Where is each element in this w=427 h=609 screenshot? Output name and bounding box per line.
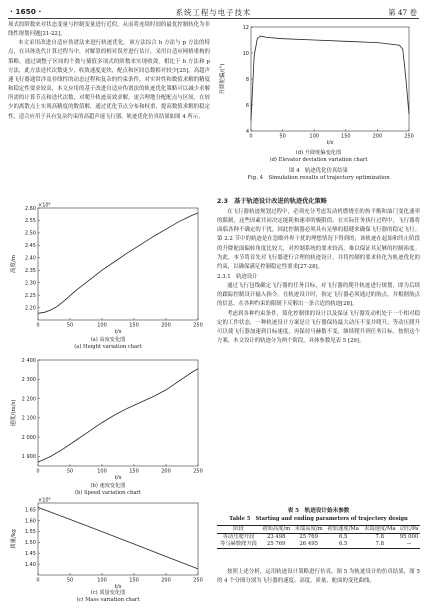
table-cell: 25 769 xyxy=(299,534,318,540)
parameter-table xyxy=(217,525,420,549)
journal-name: 系统工程与电子技术 xyxy=(175,8,252,17)
caption-panel-c xyxy=(8,590,208,604)
table-header-cell: 末端高度/m xyxy=(292,526,324,534)
paragraph: 通过飞行包线确定飞行器的任务目标，对飞行器的爬升轨迹进行规划，即为后续的跟踪控制设计输入指令。在轨迹设计时，指定飞行器必须通过的航点，并根据航点的信息，在各种约束的限制下反解出一条合适的轨迹[28]。 xyxy=(217,283,420,308)
series-line xyxy=(38,369,198,462)
table-title-en: Table 5 Starting and ending parameters of trajectory design xyxy=(229,515,408,522)
mass-chart xyxy=(8,497,208,589)
x-tick-label: 250 xyxy=(193,468,203,475)
y-tick-label: 2.20 xyxy=(24,305,36,312)
x-tick-label: 100 xyxy=(97,577,107,584)
y-tick-label: 2 100 xyxy=(21,415,36,422)
caption-en: (b) Speed variation chart xyxy=(74,490,142,496)
table-row xyxy=(217,534,420,542)
caption-en: (a) Height variation chart xyxy=(74,344,142,350)
x-tick-label: 50 xyxy=(66,322,74,329)
subsection-heading: 2.3.1 轨迹设计 xyxy=(217,274,258,281)
x-tick-label: 200 xyxy=(161,468,171,475)
x-axis-label: t/s xyxy=(114,475,122,481)
paragraph: 本文采用改进自适应伪谱法来进行轨迹优化。该方法综合 h 方法与 p 方法的特点，在具体迭代计算过程当中，对解算的相对误差进行估计，采用自适应网格重构的策略，通过调整子区间的个数与插值多项式的阶数来实现收敛。相比于 h 方法和 p 方法，此方法迭代次数更少，收敛速度更快，配点和区间总数相对较少[25]。高超声速飞行器通常涉及非线性的动态过程和复杂的约束条件，对实时性和数值求解的精度和稳定性要求较高，本文应用的基于改进自适应伪谱法的轨迹优化策略可以减少求解所需的计算节点和迭代次数，对爬升轨迹高效求解，更合理地分配配点与区间，在较少的离散点上实现高精度的数值解，通过优化节点分布和权重，提高数值求解的稳定性，适合应用于具有复杂约束的高超声速飞行器。轨迹优化仿真结果如图 4 所示。 xyxy=(8,40,210,120)
table-cell: 23 498 xyxy=(266,534,286,540)
x-tick-label: 50 xyxy=(66,468,74,475)
table-header-cell: 初始高度/m xyxy=(260,526,292,534)
y-tick-label: 10 xyxy=(242,50,249,57)
caption-panel-b xyxy=(8,483,208,497)
table-cell: — xyxy=(398,541,420,549)
y-tick-label: 1.65 xyxy=(24,507,36,514)
header-rule xyxy=(8,18,419,19)
x-tick-label: 250 xyxy=(193,577,203,584)
y-tick-label: 1.45 xyxy=(24,550,36,557)
caption-cn: (d) 升降舵偏变化图 xyxy=(295,150,342,156)
y-axis-label: 升降舵偏/(°) xyxy=(220,63,226,95)
x-tick-label: 200 xyxy=(372,133,383,140)
x-axis-label: t/s xyxy=(114,584,122,589)
x-tick-label: 0 xyxy=(36,322,40,329)
x-tick-label: 50 xyxy=(279,133,286,140)
y-tick-label: 2.55 xyxy=(24,218,36,225)
y-tick-label: 2.50 xyxy=(24,230,36,237)
closing-text xyxy=(217,568,420,586)
table-cell: 6.5 xyxy=(325,541,362,549)
y-tick-label: 6 xyxy=(245,102,249,109)
figure-caption-cn: 图 4 轨迹优化仿真结果 xyxy=(288,168,349,174)
table-cell: 7.8 xyxy=(375,534,384,540)
table-title-cn: 表 5 轨迹设计始末参数 xyxy=(287,508,350,514)
table-cell: 7.8 xyxy=(361,541,398,549)
x-tick-label: 200 xyxy=(161,577,171,584)
caption-cn: (c) 质量变化图 xyxy=(90,590,126,596)
figure-caption-en: Fig. 4 Simulation results of trajectory optimization xyxy=(247,175,390,181)
y-tick-label: 1.55 xyxy=(24,529,36,536)
paragraph: 项式的阶数来对状态变量与控制变量进行近似，从而将连续时间的最优控制转化为非线性规划问题[21-22]。 xyxy=(8,22,210,38)
x-tick-label: 150 xyxy=(129,322,139,329)
running-header xyxy=(8,5,419,19)
y-tick-label: 12 xyxy=(242,24,249,31)
x-tick-label: 250 xyxy=(404,133,414,140)
table-row xyxy=(217,541,420,549)
x-tick-label: 250 xyxy=(193,322,203,329)
table-cell: 25 769 xyxy=(260,541,292,549)
speed-chart xyxy=(8,352,208,482)
y-tick-label: 2.30 xyxy=(24,280,36,287)
paragraph: 考虑到各种约束条件，简化控制律的设计以及保证飞行器发动机处于一个相对稳定的工作状态，一种轨迹设计方案是让飞行器保持最大动压不变并爬升，等动压爬升可以使飞行器加速到目标速度，再保持马赫数不变，继续爬升到任务目标。按照这个方案，本文设计的轨迹分为两个阶段，具体参数见表 5 [29]。 xyxy=(217,310,420,345)
height-chart xyxy=(8,198,208,336)
y-tick-label: 2 400 xyxy=(21,357,36,364)
y-tick-label: 1.60 xyxy=(24,518,36,525)
y-tick-label: 2.35 xyxy=(24,268,36,275)
y-tick-label: 2 000 xyxy=(21,434,36,441)
y-axis-label: 质量/kg xyxy=(11,529,17,549)
table-header-cell: 末端速度/Ma xyxy=(361,526,398,534)
y-tick-label: 4 xyxy=(245,128,249,135)
x-tick-label: 150 xyxy=(341,133,351,140)
x-axis-label: t/s xyxy=(114,329,122,335)
table-cell: 等动压爬升段 xyxy=(222,534,255,540)
y-axis-label: 高度/m xyxy=(11,254,17,274)
volume-number: 第 47 卷 xyxy=(388,8,417,17)
table-cell: 6.5 xyxy=(338,534,348,540)
y-tick-label: 1.40 xyxy=(24,561,36,568)
left-column-text xyxy=(8,21,210,122)
right-column-text xyxy=(217,196,420,346)
series-line xyxy=(38,507,198,569)
axis-exponent: ×10⁴ xyxy=(38,202,51,209)
section-heading: 2.3 基于轨迹设计改进的轨迹优化策略 xyxy=(217,198,327,205)
table-header-cell: 初始速度/Ma xyxy=(325,526,362,534)
y-tick-label: 1.50 xyxy=(24,540,36,547)
series-line xyxy=(251,36,409,121)
plot-frame xyxy=(251,27,409,131)
series-line xyxy=(38,213,198,313)
y-tick-label: 2 300 xyxy=(21,377,36,384)
caption-en: (c) Mass variation chart xyxy=(76,597,140,603)
caption-panel-d xyxy=(217,150,420,164)
table-header-cell: 阶段 xyxy=(217,526,260,534)
page-number: · 1650 · xyxy=(10,7,42,16)
x-tick-label: 150 xyxy=(129,577,139,584)
x-axis-label: t/s xyxy=(326,140,334,146)
x-tick-label: 100 xyxy=(97,468,107,475)
y-tick-label: 8 xyxy=(245,76,249,83)
paragraph: 在飞行器轨迹规划过程中，必须充分考虑发动机燃烧室的热平衡和油门变化速率的限制，这些因素共同决定能耗和速率的极限值。在实际任务执行过程中，飞行器将面临各种不确定的干扰，因此控制器必须具有足够的稳健来确保飞行器的稳定飞行。第 2.2 节中的轨迹是在忽略外界干扰的理想情况下得到的，该轨迹在起始和终止阶段的升降舵面偏转角度比较大，对控制系统的要求较高，难以保证其足够的控制裕度。为此，本节将首先对飞行器进行合理的轨迹设计，并将控制的要求转化为轨迹优化的约束，以确保满足控制稳定性要求[27-28]。 xyxy=(217,209,420,270)
table-cell: 等马赫数爬升段 xyxy=(217,541,260,549)
y-tick-label: 2.45 xyxy=(24,243,36,250)
y-tick-label: 2.40 xyxy=(24,255,36,262)
table-cell: 95 000 xyxy=(399,534,419,540)
x-tick-label: 50 xyxy=(66,577,74,584)
x-tick-label: 100 xyxy=(309,133,319,140)
caption-cn: (a) 高度变化图 xyxy=(90,337,126,343)
table-5 xyxy=(217,508,420,549)
y-tick-label: 1 900 xyxy=(21,454,36,461)
table-cell: 26 495 xyxy=(292,541,324,549)
x-tick-label: 100 xyxy=(97,322,107,329)
x-tick-label: 200 xyxy=(161,322,171,329)
caption-cn: (b) 速度变化图 xyxy=(90,483,126,489)
y-tick-label: 2.25 xyxy=(24,292,36,299)
x-tick-label: 150 xyxy=(129,468,139,475)
plot-frame xyxy=(38,503,198,575)
elevator-chart xyxy=(217,21,420,149)
y-axis-label: 速度/(m/s) xyxy=(11,399,17,427)
caption-panel-a xyxy=(8,337,208,351)
table-header-cell: 动压/Pa xyxy=(399,526,419,532)
x-tick-label: 0 xyxy=(36,577,40,584)
y-tick-label: 2 200 xyxy=(21,396,36,403)
axis-exponent: ×10⁴ xyxy=(38,497,51,504)
paragraph: 按照上述分析，运用轨迹设计策略进行仿真，图 5 为轨迹设计的仿真结果，图 5 的 4 个分图分别为飞行器的速度、高度、质量、舵面的变化曲线。 xyxy=(217,569,420,585)
figure-4-caption xyxy=(217,168,420,182)
x-tick-label: 0 xyxy=(36,468,40,475)
x-tick-label: 0 xyxy=(249,133,253,140)
caption-en: (d) Elevator deviation variation chart xyxy=(269,157,368,163)
y-tick-label: 2.60 xyxy=(24,205,36,212)
